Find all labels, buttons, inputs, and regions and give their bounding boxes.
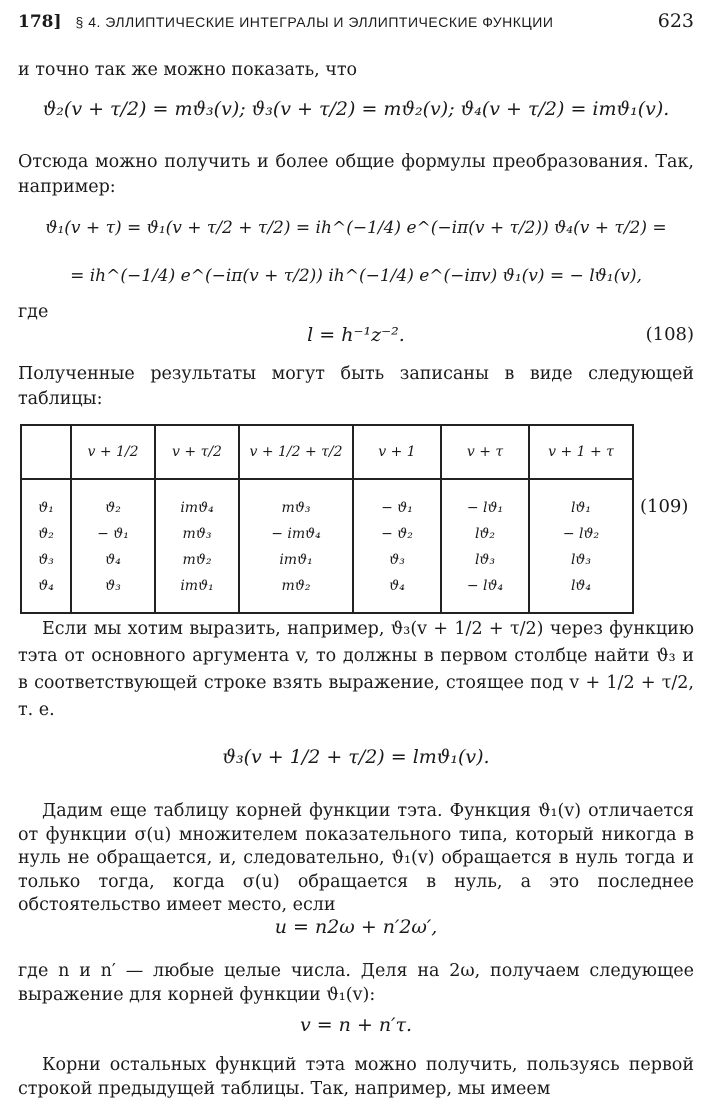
running-header: [18, 10, 694, 40]
table-cell: − imϑ₄: [239, 521, 353, 547]
paragraph-other-roots: Корни остальных функций тэта можно получить, пользуясь первой строкой предыдущей таблицы. Так, например, мы имеем: [18, 1055, 694, 1099]
table-row: [21, 547, 633, 573]
section-title: § 4. ЭЛЛИПТИЧЕСКИЕ ИНТЕГРАЛЫ И ЭЛЛИПТИЧЕСКИЕ ФУНКЦИИ: [75, 14, 554, 30]
paragraph-where: где: [18, 302, 49, 322]
equation-shift: ϑ₂(v + τ/2) = mϑ₃(v); ϑ₃(v + τ/2) = mϑ₂(v); ϑ₄(v + τ/2) = imϑ₁(v).: [42, 98, 670, 120]
table-cell: mϑ₂: [155, 547, 239, 573]
equation-roots-v: v = n + n′τ.: [299, 1014, 413, 1036]
page-number: 623: [657, 10, 694, 32]
table-header-cell: v + τ/2: [155, 425, 239, 479]
table-cell: ϑ₁: [21, 479, 71, 521]
theta-shift-table: [20, 424, 634, 614]
equation-108: [18, 324, 694, 346]
table-cell: lϑ₂: [441, 521, 529, 547]
table-cell: − lϑ₄: [441, 573, 529, 613]
equation-108-text: l = h⁻¹z⁻².: [307, 324, 405, 346]
table-cell: ϑ₄: [353, 573, 441, 613]
table-cell: ϑ₂: [71, 479, 155, 521]
page: [18, 10, 694, 1099]
table-cell: imϑ₁: [239, 547, 353, 573]
paragraph-table-intro: Полученные результаты могут быть записаны в виде следующей таблицы:: [18, 364, 694, 409]
equation-general-line2: = ih^(−1/4) e^(−iπ(v + τ/2)) ih^(−1/4) e^(−iπv) ϑ₁(v) = − lϑ₁(v),: [70, 266, 642, 286]
paragraph-roots: Дадим еще таблицу корней функции тэта. Функция ϑ₁(v) отличается от функции σ(u) множителем показательного типа, который никогда в нуль не обращается, и, следовательно, ϑ₁(v) обращается в нуль тогда и только тогда, когда σ(u) обращается в нуль, а это последнее обстоятельство имеет место, если: [18, 801, 694, 915]
table-row: [21, 479, 633, 521]
table-cell: ϑ₄: [71, 547, 155, 573]
table-header-cell: v + 1/2: [71, 425, 155, 479]
table-header-cell: v + 1 + τ: [529, 425, 633, 479]
table-cell: − lϑ₂: [529, 521, 633, 547]
page-left-marker: 178]: [18, 12, 62, 32]
paragraph-example: Если мы хотим выразить, например, ϑ₃(v + 1/2 + τ/2) через функцию тэта от основного аргумента v, то должны в первом столбце найти ϑ₃ и в соответствующей строке взять выражение, стоящее под v + 1/2 + τ/2, т. е.: [18, 619, 694, 720]
table-cell: imϑ₁: [155, 573, 239, 613]
table-cell: mϑ₃: [155, 521, 239, 547]
table-header-cell: v + τ: [441, 425, 529, 479]
equation-general-line1: ϑ₁(v + τ) = ϑ₁(v + τ/2 + τ/2) = ih^(−1/4) e^(−iπ(v + τ/2)) ϑ₄(v + τ/2) =: [45, 218, 667, 238]
table-cell: imϑ₄: [155, 479, 239, 521]
table-cell: lϑ₄: [529, 573, 633, 613]
table-cell: lϑ₃: [441, 547, 529, 573]
paragraph-intro: и точно так же можно показать, что: [18, 60, 358, 80]
table-cell: ϑ₂: [21, 521, 71, 547]
table-header-cell: v + 1/2 + τ/2: [239, 425, 353, 479]
table-cell: ϑ₄: [21, 573, 71, 613]
table-cell: − ϑ₁: [353, 479, 441, 521]
table-row: [21, 573, 633, 613]
equation-example: ϑ₃(v + 1/2 + τ/2) = lmϑ₁(v).: [222, 746, 490, 768]
table-row: [21, 521, 633, 547]
table-cell: ϑ₃: [71, 573, 155, 613]
paragraph-integers: где n и n′ — любые целые числа. Деля на 2ω, получаем следующее выражение для корней функции ϑ₁(v):: [18, 961, 694, 1005]
table-cell: mϑ₃: [239, 479, 353, 521]
table-cell: lϑ₃: [529, 547, 633, 573]
equation-109-label: (109): [640, 496, 689, 517]
table-header-cell: v + 1: [353, 425, 441, 479]
paragraph-general: Отсюда можно получить и более общие формулы преобразования. Так, например:: [18, 152, 694, 197]
table-cell: ϑ₃: [21, 547, 71, 573]
table-cell: lϑ₁: [529, 479, 633, 521]
table-header-cell: [21, 425, 71, 479]
table-cell: − ϑ₂: [353, 521, 441, 547]
table-cell: − lϑ₁: [441, 479, 529, 521]
table-cell: − ϑ₁: [71, 521, 155, 547]
equation-108-label: (108): [645, 324, 694, 345]
table-cell: ϑ₃: [353, 547, 441, 573]
equation-roots-u: u = n2ω + n′2ω′,: [274, 916, 438, 938]
table-header-row: [21, 425, 633, 479]
table-cell: mϑ₂: [239, 573, 353, 613]
